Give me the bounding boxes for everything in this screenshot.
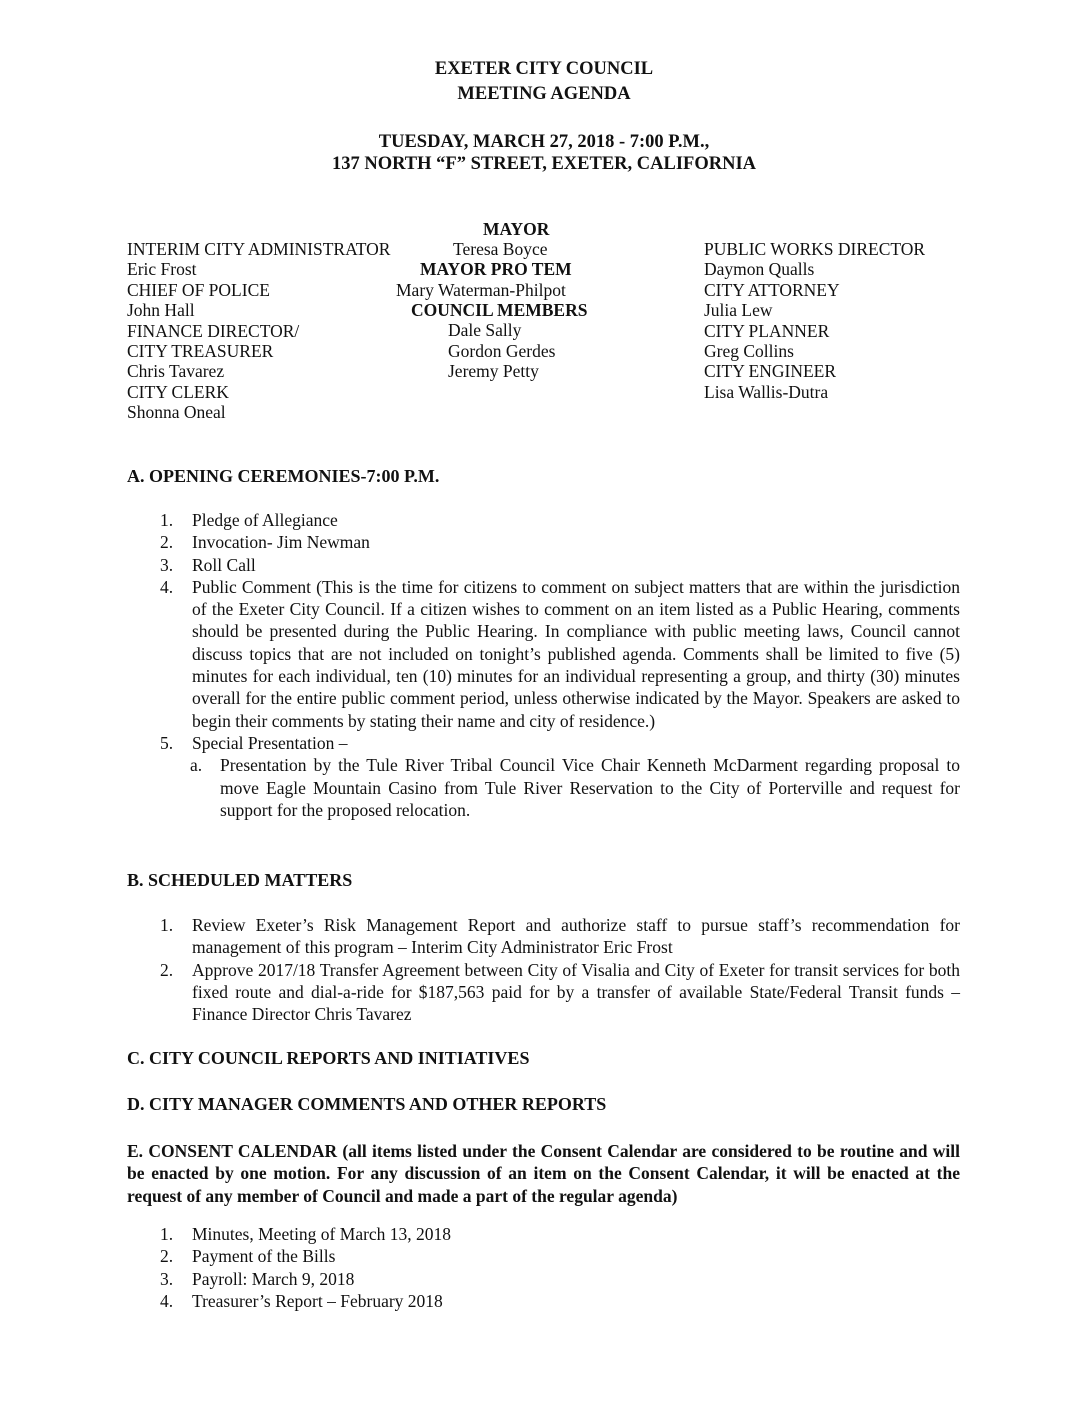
roster-title: CITY TREASURER [127, 341, 274, 362]
item-number: 2. [160, 959, 174, 980]
roster-name: Chris Tavarez [127, 361, 225, 382]
agenda-item [160, 914, 960, 959]
section-d-heading: D. CITY MANAGER COMMENTS AND OTHER REPORTS [127, 1094, 607, 1114]
agenda-item [160, 732, 960, 754]
council-member-name: Dale Sally [448, 320, 522, 340]
item-number: 4. [160, 1290, 174, 1311]
roster-name: Lisa Wallis-Dutra [704, 381, 829, 402]
subitem-text: Presentation by the Tule River Tribal Council Vice Chair Kenneth McDarment regarding proposal to move Eagle Mountain Casino from Tule River Reservation to the City of Porterville and request for support for the proposed relocation. [220, 755, 960, 820]
meeting-date: TUESDAY, MARCH 27, 2018 - 7:00 P.M., [378, 132, 710, 152]
council-member-name: Gordon Gerdes [448, 341, 556, 361]
section-a-list [160, 509, 960, 821]
item-number: 3. [160, 1268, 174, 1289]
roster-title: CITY ATTORNEY [704, 279, 840, 300]
item-number: 1. [160, 915, 174, 935]
item-text: Roll Call [192, 554, 256, 575]
mayor-label: MAYOR [483, 219, 550, 239]
item-number: 3. [160, 554, 174, 575]
roster-name: John Hall [127, 300, 195, 321]
agenda-item [160, 1290, 960, 1312]
roster-name: Julia Lew [704, 300, 773, 321]
item-number: 1. [160, 510, 174, 530]
item-text: Public Comment (This is the time for citizens to comment on subject matters that are within the jurisdiction of the Exeter City Council. If a citizen wishes to comment on an item listed as a Public Hearing, comments should be presented during the Public Hearing. In compliance with public meeting laws, Council cannot discuss topics that are not included on tonight’s published agenda. Comments shall be limited to five (5) minutes for each individual, ten (10) minutes for an individual representing a group, and thirty (30) minutes overall for the entire public comment period, unless otherwise indicated by the Mayor. Speakers are asked to begin their comments by stating their name and city of residence.) [192, 576, 960, 731]
roster-title: INTERIM CITY ADMINISTRATOR [127, 239, 391, 259]
staff-roster-left [127, 239, 390, 423]
item-text: Special Presentation – [192, 732, 348, 753]
item-number: 2. [160, 1246, 174, 1267]
mayor-pro-tem-label: MAYOR PRO TEM [420, 259, 572, 279]
agenda-item [160, 531, 960, 553]
roster-title: FINANCE DIRECTOR/ [127, 320, 300, 341]
roster-title: CITY ENGINEER [704, 361, 837, 382]
item-text: Pledge of Allegiance [192, 510, 338, 530]
item-text: Payment of the Bills [192, 1246, 336, 1267]
mayor-name: Teresa Boyce [453, 239, 548, 259]
item-number: 2. [160, 532, 174, 553]
section-e-list [160, 1223, 960, 1312]
subitem-letter: a. [190, 755, 203, 776]
section-c-heading: C. CITY COUNCIL REPORTS AND INITIATIVES [127, 1048, 530, 1068]
agenda-subitem [160, 754, 960, 821]
item-text: Invocation- Jim Newman [192, 532, 370, 553]
agenda-item [160, 554, 960, 576]
section-b-list [160, 914, 960, 1025]
item-text: Review Exeter’s Risk Management Report and authorize staff to pursue staff’s recommendation for management of this program – Interim City Administrator Eric Frost [192, 915, 960, 958]
item-text: Approve 2017/18 Transfer Agreement between City of Visalia and City of Exeter for transit services for both fixed route and dial-a-ride for $187,563 paid for by a transfer of available State/Federal Transit funds – Finance Director Chris Tavarez [192, 959, 960, 1025]
staff-roster-right [704, 239, 925, 402]
item-number: 5. [160, 732, 174, 753]
agenda-item [160, 1268, 960, 1290]
council-members-label: COUNCIL MEMBERS [411, 300, 588, 320]
section-b-heading: B. SCHEDULED MATTERS [127, 870, 353, 890]
agenda-item [160, 509, 960, 531]
agenda-item [160, 959, 960, 1026]
section-a-heading: A. OPENING CEREMONIES-7:00 P.M. [127, 466, 440, 486]
roster-name: Daymon Qualls [704, 259, 815, 280]
roster-title: CHIEF OF POLICE [127, 279, 270, 300]
item-number: 1. [160, 1224, 174, 1244]
council-member-name: Jeremy Petty [448, 361, 539, 381]
meeting-address: 137 NORTH “F” STREET, EXETER, CALIFORNIA [331, 154, 757, 174]
agenda-item [160, 1245, 960, 1267]
roster-title: CITY CLERK [127, 381, 229, 402]
item-text: Minutes, Meeting of March 13, 2018 [192, 1224, 452, 1244]
agenda-item [160, 1223, 960, 1245]
document-subtitle: MEETING AGENDA [457, 84, 631, 104]
document-title: EXETER CITY COUNCIL [434, 59, 654, 79]
mayor-pro-tem-name: Mary Waterman-Philpot [396, 280, 566, 300]
roster-title: CITY PLANNER [704, 320, 830, 341]
agenda-item [160, 576, 960, 732]
roster-title: PUBLIC WORKS DIRECTOR [704, 239, 926, 259]
roster-name: Shonna Oneal [127, 402, 226, 423]
roster-name: Eric Frost [127, 259, 197, 280]
item-text: Payroll: March 9, 2018 [192, 1268, 355, 1289]
section-e-heading: E. CONSENT CALENDAR (all items listed under the Consent Calendar are considered to be routine and will be enacted by one motion. For any discussion of an item on the Consent Calendar, it will be enacted at the request of any member of Council and made a part of the regular agenda) [127, 1141, 960, 1206]
item-text: Treasurer’s Report – February 2018 [192, 1290, 443, 1311]
item-number: 4. [160, 576, 174, 597]
roster-name: Greg Collins [704, 341, 794, 362]
